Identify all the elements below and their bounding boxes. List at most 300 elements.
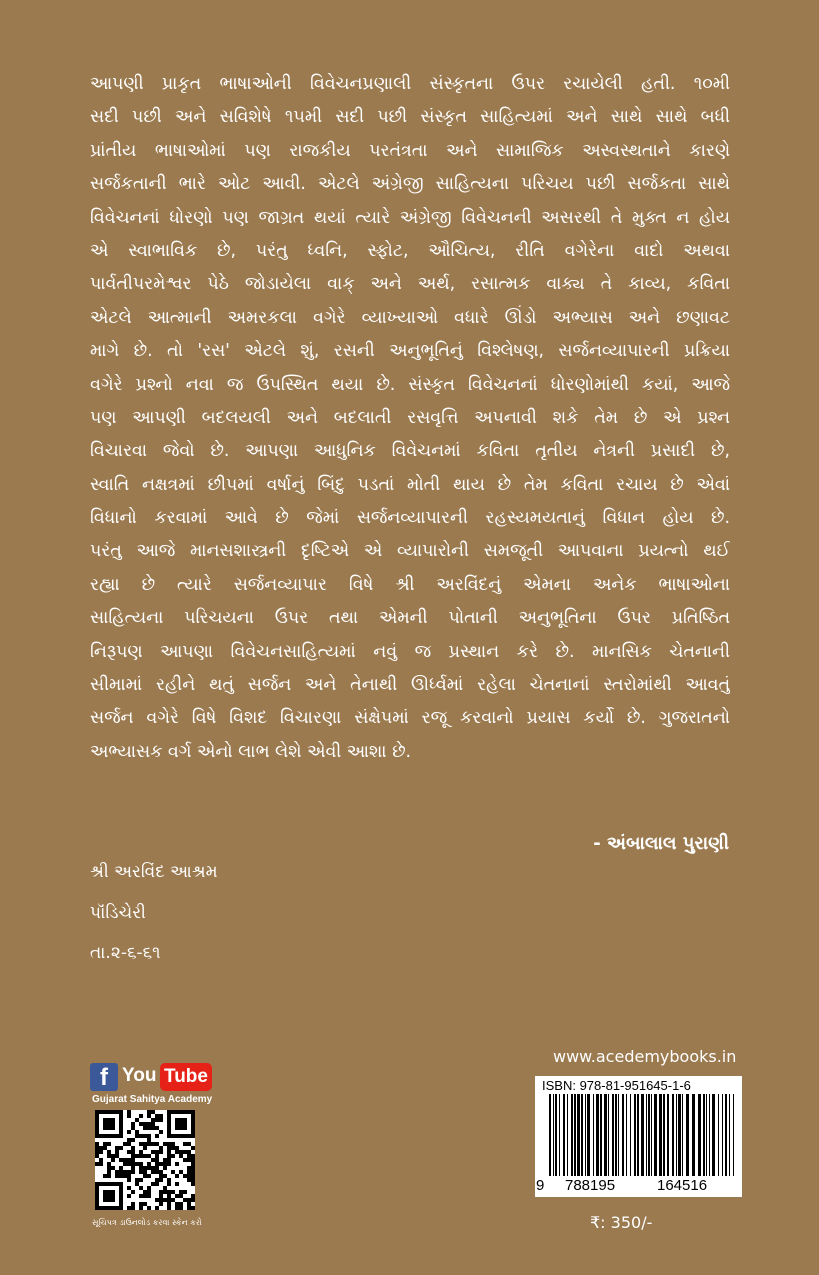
website-url: www.acedemybooks.in xyxy=(553,1047,737,1066)
barcode-bar xyxy=(587,1094,590,1176)
address-date: તા.૨-૬-૬૧ xyxy=(90,943,161,963)
qr-module xyxy=(167,1194,171,1198)
preface-line: સર્જકતાની ભારે ઓટ આવી. એટલે અંગ્રેજી સાહિત્યના પરિચય પછી સર્જકતા સાથે xyxy=(90,174,730,195)
qr-module xyxy=(163,1166,167,1170)
barcode-bar xyxy=(559,1094,560,1176)
qr-module xyxy=(175,1182,179,1186)
qr-module xyxy=(95,1150,99,1154)
qr-module xyxy=(163,1190,167,1194)
qr-module xyxy=(127,1174,131,1178)
qr-module xyxy=(183,1142,187,1146)
qr-module xyxy=(139,1170,143,1174)
qr-module xyxy=(131,1122,135,1126)
qr-module xyxy=(191,1178,195,1182)
qr-module xyxy=(175,1202,179,1206)
qr-module xyxy=(187,1198,191,1202)
barcode-bar xyxy=(563,1094,565,1176)
qr-module xyxy=(159,1202,163,1206)
qr-module xyxy=(147,1166,151,1170)
barcode-bar xyxy=(722,1094,723,1176)
qr-module xyxy=(155,1118,159,1122)
qr-module xyxy=(179,1170,183,1174)
qr-module xyxy=(151,1118,155,1122)
preface-text xyxy=(90,68,730,769)
qr-module xyxy=(187,1202,191,1206)
barcode-bar xyxy=(651,1094,652,1176)
qr-module xyxy=(127,1142,131,1146)
barcode-bar xyxy=(622,1094,624,1176)
qr-code xyxy=(95,1110,195,1210)
qr-module xyxy=(191,1146,195,1150)
qr-module xyxy=(151,1126,155,1130)
qr-module xyxy=(143,1170,147,1174)
qr-caption: સૂચિપત્ર ડાઉનલોડ કરવા સ્કેન કરો xyxy=(92,1218,202,1227)
qr-module xyxy=(131,1146,135,1150)
qr-module xyxy=(187,1206,191,1210)
qr-module xyxy=(95,1146,99,1150)
qr-module xyxy=(159,1178,163,1182)
preface-line: રહ્યા છે ત્યારે સર્જનવ્યાપાર વિષે શ્રી અરવિંદનું એમના અનેક ભાષાઓના xyxy=(90,574,730,595)
qr-module xyxy=(115,1154,119,1158)
barcode-bar xyxy=(630,1094,631,1176)
qr-module xyxy=(163,1186,167,1190)
qr-module xyxy=(187,1154,191,1158)
qr-module xyxy=(167,1202,171,1206)
qr-module xyxy=(135,1134,139,1138)
preface-line: એ સ્વાભાવિક છે, પરંતુ ધ્વનિ, સ્ફોટ, ઔચિત્ય, રીતિ વગેરેના વાદો અથવા xyxy=(90,240,730,261)
qr-module xyxy=(107,1150,111,1154)
qr-module xyxy=(159,1170,163,1174)
qr-finder xyxy=(103,1190,115,1202)
qr-module xyxy=(147,1174,151,1178)
address-city: પૉંડિચેરી xyxy=(90,903,146,923)
qr-module xyxy=(163,1162,167,1166)
barcode-bar xyxy=(571,1094,573,1176)
qr-finder xyxy=(103,1118,115,1130)
qr-module xyxy=(111,1158,115,1162)
qr-module xyxy=(171,1170,175,1174)
qr-module xyxy=(167,1142,171,1146)
qr-module xyxy=(147,1110,151,1114)
qr-module xyxy=(131,1126,135,1130)
qr-module xyxy=(123,1162,127,1166)
social-logos xyxy=(90,1063,208,1091)
qr-module xyxy=(163,1174,167,1178)
qr-module xyxy=(155,1134,159,1138)
qr-module xyxy=(119,1170,123,1174)
barcode-bar xyxy=(596,1094,599,1176)
qr-module xyxy=(175,1146,179,1150)
qr-module xyxy=(131,1162,135,1166)
qr-module xyxy=(191,1182,195,1186)
qr-module xyxy=(167,1154,171,1158)
qr-module xyxy=(151,1158,155,1162)
qr-module xyxy=(119,1158,123,1162)
qr-module xyxy=(139,1206,143,1210)
qr-module xyxy=(155,1126,159,1130)
qr-module xyxy=(155,1162,159,1166)
qr-module xyxy=(175,1150,179,1154)
qr-module xyxy=(155,1178,159,1182)
qr-module xyxy=(107,1166,111,1170)
barcode-bar xyxy=(733,1094,734,1176)
barcode-bar xyxy=(729,1094,730,1176)
qr-module xyxy=(147,1114,151,1118)
barcode-digit-group2: 164516 xyxy=(657,1177,708,1194)
qr-module xyxy=(143,1174,147,1178)
qr-module xyxy=(143,1142,147,1146)
barcode-bar xyxy=(667,1094,669,1176)
youtube-logo-tube: Tube xyxy=(160,1063,212,1091)
qr-module xyxy=(159,1162,163,1166)
qr-module xyxy=(127,1178,131,1182)
qr-module xyxy=(159,1114,163,1118)
barcode-bar xyxy=(686,1094,689,1176)
preface-line: સાહિત્યના પરિચયના ઉપર તથા એમની પોતાની અનુભૂતિના ઉપર પ્રતિષ્ઠિત xyxy=(90,608,730,629)
qr-module xyxy=(191,1158,195,1162)
qr-module xyxy=(187,1170,191,1174)
qr-module xyxy=(187,1158,191,1162)
qr-module xyxy=(159,1194,163,1198)
qr-module xyxy=(107,1170,111,1174)
qr-module xyxy=(163,1198,167,1202)
qr-module xyxy=(159,1174,163,1178)
qr-module xyxy=(151,1166,155,1170)
qr-module xyxy=(155,1142,159,1146)
barcode-bar xyxy=(600,1094,602,1176)
qr-module xyxy=(191,1154,195,1158)
qr-module xyxy=(107,1154,111,1158)
qr-module xyxy=(147,1154,151,1158)
qr-module xyxy=(151,1122,155,1126)
qr-module xyxy=(143,1146,147,1150)
qr-module xyxy=(95,1162,99,1166)
qr-module xyxy=(147,1142,151,1146)
barcode-bar xyxy=(706,1094,707,1176)
qr-module xyxy=(155,1166,159,1170)
qr-module xyxy=(171,1142,175,1146)
barcode-bar xyxy=(646,1094,647,1176)
barcode-bar xyxy=(659,1094,662,1176)
preface-line: આપણી પ્રાકૃત ભાષાઓની વિવેચનપ્રણાલી સંસ્કૃતના ઉપર રચાયેલી હતી. ૧૦મી xyxy=(90,74,730,94)
qr-module xyxy=(159,1150,163,1154)
qr-module xyxy=(139,1178,143,1182)
qr-module xyxy=(147,1190,151,1194)
qr-module xyxy=(99,1158,103,1162)
qr-module xyxy=(127,1110,131,1114)
qr-module xyxy=(127,1150,131,1154)
barcode-bar xyxy=(698,1094,701,1176)
barcode xyxy=(535,1076,742,1197)
qr-module xyxy=(179,1202,183,1206)
qr-module xyxy=(123,1142,127,1146)
qr-module xyxy=(139,1154,143,1158)
academy-name: Gujarat Sahitya Academy xyxy=(92,1094,213,1105)
qr-module xyxy=(143,1122,147,1126)
qr-module xyxy=(191,1194,195,1198)
qr-module xyxy=(139,1134,143,1138)
qr-module xyxy=(175,1206,179,1210)
preface-line: પ્રાંતીય ભાષાઓમાં પણ રાજકીય પરતંત્રતા અને સામાજિક અસ્વસ્થતાને કારણે xyxy=(90,140,730,161)
qr-module xyxy=(123,1170,127,1174)
barcode-bar xyxy=(608,1094,609,1176)
qr-module xyxy=(167,1182,171,1186)
qr-module xyxy=(159,1190,163,1194)
qr-module xyxy=(139,1142,143,1146)
preface-line: એટલે આત્માની અમરકલા વગેરે વ્યાખ્યાઓ વધારે ઊંડો અભ્યાસ અને છણાવટ xyxy=(90,307,730,328)
qr-module xyxy=(115,1150,119,1154)
qr-module xyxy=(143,1126,147,1130)
qr-module xyxy=(139,1186,143,1190)
qr-module xyxy=(131,1158,135,1162)
qr-module xyxy=(179,1190,183,1194)
qr-module xyxy=(99,1146,103,1150)
qr-module xyxy=(179,1154,183,1158)
qr-module xyxy=(99,1150,103,1154)
barcode-bar xyxy=(585,1094,586,1176)
preface-line: નિરૂપણ આપણા વિવેચનસાહિત્યમાં નવું જ પ્રસ્થાન કરે છે. માનસિક ચેતનાની xyxy=(90,641,730,662)
qr-module xyxy=(151,1110,155,1114)
barcode-bar xyxy=(682,1094,683,1176)
barcode-bar xyxy=(593,1094,594,1176)
qr-module xyxy=(147,1134,151,1138)
barcode-digit-lead: 9 xyxy=(536,1177,545,1194)
qr-module xyxy=(143,1154,147,1158)
qr-module xyxy=(175,1162,179,1166)
barcode-bar xyxy=(641,1094,644,1176)
qr-module xyxy=(127,1186,131,1190)
qr-module xyxy=(107,1142,111,1146)
qr-module xyxy=(147,1186,151,1190)
qr-module xyxy=(143,1166,147,1170)
qr-module xyxy=(155,1206,159,1210)
isbn-text: ISBN: 978-81-951645-1-6 xyxy=(542,1078,691,1093)
qr-module xyxy=(127,1194,131,1198)
barcode-bar xyxy=(663,1094,665,1176)
qr-module xyxy=(131,1170,135,1174)
qr-module xyxy=(191,1166,195,1170)
qr-module xyxy=(127,1114,131,1118)
barcode-bar xyxy=(581,1094,583,1176)
qr-module xyxy=(147,1194,151,1198)
qr-module xyxy=(143,1202,147,1206)
preface-line: વિવેચનનાં ધોરણો પણ જાગ્રત થયાં ત્યારે અંગ્રેજી વિવેચનની અસરથી તે મુક્ત ન હોય xyxy=(90,207,730,228)
qr-module xyxy=(167,1150,171,1154)
author-signature: - અંબાલાલ પુરાણી xyxy=(593,833,729,854)
qr-module xyxy=(171,1146,175,1150)
barcode-bar xyxy=(692,1094,695,1176)
qr-module xyxy=(131,1166,135,1170)
qr-module xyxy=(183,1158,187,1162)
qr-module xyxy=(135,1118,139,1122)
qr-module xyxy=(107,1174,111,1178)
qr-module xyxy=(99,1162,103,1166)
qr-module xyxy=(135,1154,139,1158)
qr-module xyxy=(131,1202,135,1206)
barcode-bar xyxy=(553,1094,554,1176)
qr-module xyxy=(151,1182,155,1186)
barcode-bar xyxy=(654,1094,657,1176)
qr-module xyxy=(107,1162,111,1166)
qr-module xyxy=(147,1122,151,1126)
qr-module xyxy=(115,1174,119,1178)
qr-module xyxy=(131,1190,135,1194)
qr-module xyxy=(103,1174,107,1178)
preface-line: સદી પછી અને સવિશેષે ૧૫મી સદી પછી સંસ્કૃત સાહિત્યમાં અને સાથે સાથે બધી xyxy=(90,107,730,128)
qr-module xyxy=(95,1142,99,1146)
qr-module xyxy=(127,1170,131,1174)
qr-module xyxy=(139,1150,143,1154)
qr-module xyxy=(131,1150,135,1154)
qr-module xyxy=(171,1198,175,1202)
preface-line: સ્વાતિ નક્ષત્રમાં છીપમાં વર્ષાનું બિંદુ પડતાં મોતી થાય છે તેમ કવિતા રચાય છે એવાં xyxy=(90,474,730,495)
address-ashram: શ્રી અરવિંદ આશ્રમ xyxy=(90,862,218,882)
qr-code-graphic xyxy=(95,1110,195,1210)
qr-module xyxy=(115,1170,119,1174)
qr-module xyxy=(191,1198,195,1202)
qr-module xyxy=(187,1166,191,1170)
qr-module xyxy=(147,1138,151,1142)
qr-module xyxy=(187,1150,191,1154)
qr-module xyxy=(191,1206,195,1210)
qr-module xyxy=(159,1130,163,1134)
qr-module xyxy=(139,1194,143,1198)
qr-module xyxy=(131,1138,135,1142)
qr-module xyxy=(135,1182,139,1186)
qr-module xyxy=(127,1138,131,1142)
qr-module xyxy=(167,1206,171,1210)
barcode-bar xyxy=(703,1094,705,1176)
qr-module xyxy=(167,1162,171,1166)
qr-module xyxy=(187,1178,191,1182)
qr-module xyxy=(155,1182,159,1186)
barcode-bar xyxy=(676,1094,677,1176)
youtube-logo-you: You xyxy=(122,1065,157,1086)
qr-module xyxy=(183,1174,187,1178)
qr-module xyxy=(179,1206,183,1210)
qr-module xyxy=(147,1206,151,1210)
barcode-bar xyxy=(577,1094,580,1176)
qr-module xyxy=(143,1134,147,1138)
qr-module xyxy=(163,1158,167,1162)
qr-module xyxy=(167,1190,171,1194)
barcode-bar xyxy=(672,1094,674,1176)
barcode-bar xyxy=(725,1094,727,1176)
qr-module xyxy=(179,1194,183,1198)
qr-module xyxy=(159,1198,163,1202)
qr-module xyxy=(183,1190,187,1194)
barcode-bar xyxy=(718,1094,719,1176)
qr-module xyxy=(127,1206,131,1210)
qr-module xyxy=(135,1130,139,1134)
qr-module xyxy=(111,1154,115,1158)
qr-module xyxy=(127,1130,131,1134)
barcode-bar xyxy=(648,1094,650,1176)
preface-line: સીમામાં રહીને થતું સર્જન અને તેનાથી ઊર્ધ્વમાં રહેલા ચેતનાનાં સ્તરોમાંથી આવતું xyxy=(90,675,730,696)
preface-line: અભ્યાસક વર્ગ એનો લાભ લેશે એવી આશા છે. xyxy=(90,741,412,762)
qr-module xyxy=(123,1158,127,1162)
qr-module xyxy=(183,1198,187,1202)
preface-line: વિચારવા જેવો છે. આપણા આધુનિક વિવેચનમાં કવિતા તૃતીય નેત્રની પ્રસાદી છે, xyxy=(90,441,730,462)
qr-module xyxy=(127,1158,131,1162)
barcode-bar xyxy=(567,1094,568,1176)
qr-module xyxy=(139,1122,143,1126)
barcode-bar xyxy=(618,1094,619,1176)
qr-module xyxy=(187,1174,191,1178)
preface-line: માગે છે. તો 'રસ' એટલે શું, રસની અનુભૂતિનું વિશ્લેષણ, સર્જનવ્યાપારની પ્રક્રિયા xyxy=(90,341,730,362)
barcode-bar xyxy=(612,1094,614,1176)
qr-module xyxy=(155,1158,159,1162)
barcode-digit-group1: 788195 xyxy=(565,1177,616,1194)
qr-module xyxy=(119,1146,123,1150)
qr-module xyxy=(171,1190,175,1194)
qr-module xyxy=(155,1150,159,1154)
qr-module xyxy=(143,1194,147,1198)
qr-module xyxy=(155,1170,159,1174)
preface-line: પણ આપણી બદલયલી અને બદલાતી રસવૃત્તિ અપનાવી શકે તેમ છે એ પ્રશ્ન xyxy=(90,407,730,428)
barcode-bar xyxy=(574,1094,576,1176)
qr-module xyxy=(131,1206,135,1210)
qr-module xyxy=(139,1202,143,1206)
qr-finder xyxy=(175,1118,187,1130)
qr-module xyxy=(131,1154,135,1158)
qr-module xyxy=(159,1118,163,1122)
barcode-bar xyxy=(709,1094,710,1176)
barcode-bar xyxy=(555,1094,557,1176)
qr-module xyxy=(139,1114,143,1118)
qr-module xyxy=(167,1146,171,1150)
barcode-bar xyxy=(549,1094,551,1176)
barcode-bar xyxy=(712,1094,715,1176)
qr-module xyxy=(143,1190,147,1194)
qr-module xyxy=(191,1174,195,1178)
qr-module xyxy=(151,1170,155,1174)
qr-module xyxy=(139,1166,143,1170)
qr-module xyxy=(191,1162,195,1166)
qr-module xyxy=(147,1126,151,1130)
qr-module xyxy=(175,1174,179,1178)
qr-module xyxy=(135,1178,139,1182)
price: ₹: 350/- xyxy=(590,1213,653,1232)
barcode-bar xyxy=(634,1094,636,1176)
facebook-icon: f xyxy=(90,1063,118,1091)
qr-module xyxy=(187,1142,191,1146)
qr-module xyxy=(147,1162,151,1166)
qr-module xyxy=(167,1178,171,1182)
qr-module xyxy=(139,1162,143,1166)
qr-module xyxy=(123,1174,127,1178)
qr-module xyxy=(171,1154,175,1158)
preface-line: પાર્વતીપરમેશ્વર પેઠે જોડાયેલા વાક્ અને અર્થ, રસાત્મક વાક્ય તે કાવ્ય, કવિતા xyxy=(90,274,730,295)
qr-module xyxy=(119,1166,123,1170)
barcode-bars xyxy=(549,1094,734,1176)
qr-module xyxy=(159,1146,163,1150)
qr-module xyxy=(191,1170,195,1174)
preface-line: વગેરે પ્રશ્નો નવા જ ઉપસ્થિત થયા છે. સંસ્કૃત વિવેચનનાં ધોરણોમાંથી કયાં, આજે xyxy=(90,374,730,395)
preface-line: સર્જન વગેરે વિષે વિશદ વિચારણા સંક્ષેપમાં રજૂ કરવાનો પ્રયાસ કર્યો છે. ગુજરાતનો xyxy=(90,708,730,729)
qr-module xyxy=(167,1198,171,1202)
qr-module xyxy=(135,1162,139,1166)
barcode-bar xyxy=(615,1094,617,1176)
qr-module xyxy=(115,1146,119,1150)
qr-module xyxy=(95,1154,99,1158)
qr-module xyxy=(155,1154,159,1158)
qr-module xyxy=(175,1194,179,1198)
preface-line: વિધાનો કરવામાં આવે છે જેમાં સર્જનવ્યાપારની રહસ્યમયતાનું વિધાન હોય છે. xyxy=(90,508,730,529)
preface-line: પરંતુ આજે માનસશાસ્ત્રની દૃષ્ટિએ એ વ્યાપારોની સમજૂતી આપવાના પ્રયત્નો થઈ xyxy=(90,541,730,562)
qr-module xyxy=(103,1142,107,1146)
barcode-bar xyxy=(604,1094,607,1176)
